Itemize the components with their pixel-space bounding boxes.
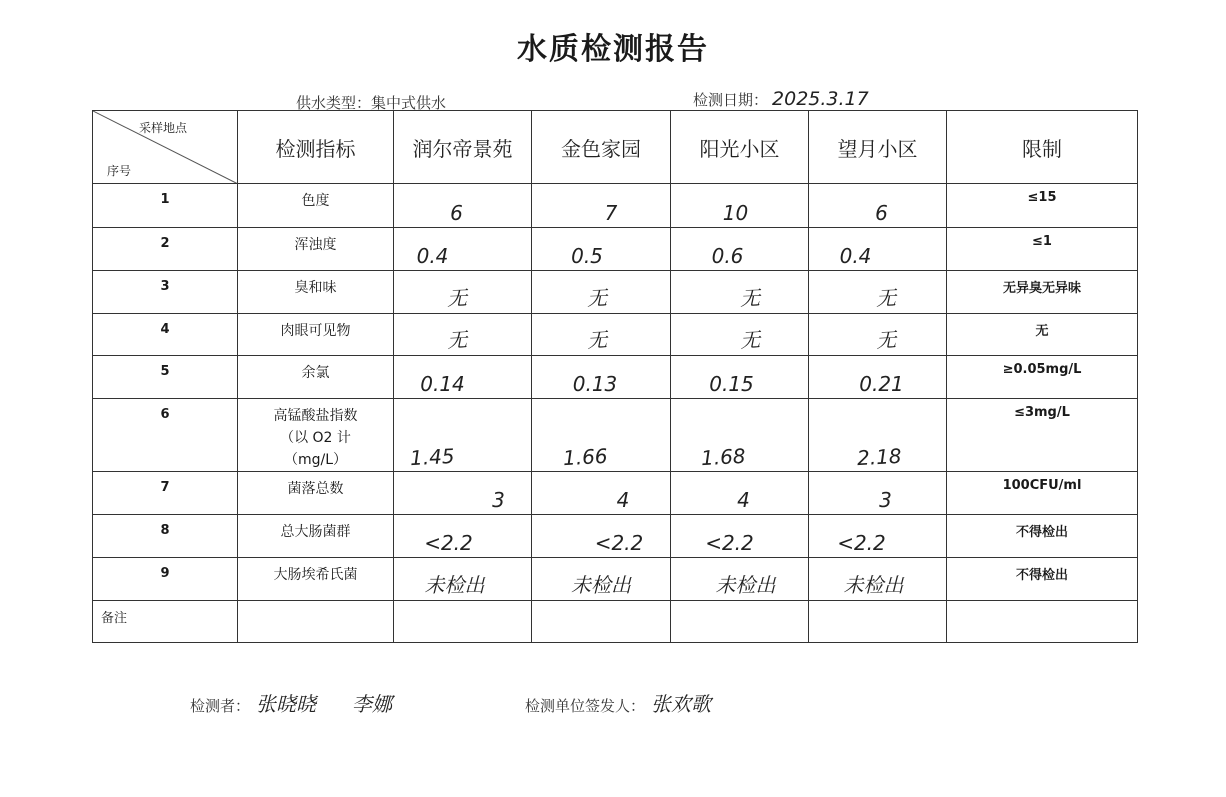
handwritten-value: 7 (604, 201, 618, 225)
site-value (532, 271, 671, 314)
indicator-name: 总大肠菌群 (280, 524, 351, 540)
row-seq: 1 (93, 184, 238, 228)
row-seq: 9 (93, 558, 238, 601)
handwritten-value: 6 (450, 201, 463, 225)
site-value (809, 399, 947, 472)
site-value (671, 271, 809, 314)
remark-cell (809, 601, 947, 643)
limit-value: 无异臭无异味 (947, 271, 1138, 314)
indicator-cell (238, 558, 394, 601)
row-seq: 5 (93, 356, 238, 399)
site-value (394, 399, 532, 472)
table-row (93, 314, 1138, 356)
table-row (93, 271, 1138, 314)
remark-label: 备注 (93, 601, 238, 643)
limit-value: 无 (947, 314, 1138, 356)
header-site-1: 润尔帝景苑 (394, 111, 532, 184)
table-row (93, 356, 1138, 399)
handwritten-value: 未检出 (715, 573, 776, 597)
table-row (93, 558, 1138, 601)
handwritten-value: 未检出 (843, 573, 904, 597)
header-limit: 限制 (947, 111, 1138, 184)
limit-value: ≤15 (947, 184, 1138, 228)
site-value (532, 515, 671, 558)
handwritten-value: 无 (586, 285, 608, 311)
indicator-line: （mg/L） (283, 452, 348, 468)
table-row (93, 472, 1138, 515)
site-value (809, 472, 947, 515)
issuer-name: 张欢歌 (651, 692, 712, 716)
handwritten-value: 0.5 (571, 244, 603, 268)
handwritten-value: 1.66 (562, 443, 608, 471)
handwritten-value: 未检出 (571, 573, 631, 597)
handwritten-value: 0.21 (859, 372, 904, 396)
site-value (394, 271, 532, 314)
site-value (394, 515, 532, 558)
limit-value: 100CFU/ml (947, 472, 1138, 515)
site-value (532, 558, 671, 601)
row-seq: 3 (93, 271, 238, 314)
table-row (93, 228, 1138, 271)
handwritten-value: 无 (446, 285, 467, 311)
indicator-line: 高锰酸盐指数 (273, 408, 358, 424)
site-value (671, 184, 809, 228)
testers-signature (190, 688, 392, 717)
site-value (809, 558, 947, 601)
handwritten-value: 2.18 (856, 443, 903, 471)
site-value (671, 314, 809, 356)
handwritten-value: 3 (492, 488, 505, 512)
handwritten-value: 4 (737, 488, 750, 512)
handwritten-value: 4 (616, 488, 630, 512)
handwritten-value: <2.2 (837, 531, 886, 555)
site-value (671, 472, 809, 515)
limit-value: ≤1 (947, 228, 1138, 271)
row-seq: 7 (93, 472, 238, 515)
indicator-cell (238, 228, 394, 271)
corner-cell (93, 111, 238, 184)
remark-cell (394, 601, 532, 643)
handwritten-value: 3 (879, 488, 892, 512)
handwritten-value: 0.6 (711, 244, 744, 268)
remark-cell (532, 601, 671, 643)
handwritten-value: <2.2 (594, 531, 644, 555)
testers-label: 检测者： (190, 697, 251, 715)
site-value (532, 399, 671, 472)
handwritten-value: 未检出 (424, 573, 485, 597)
indicator-name: 色度 (301, 193, 330, 209)
indicator-name: 臭和味 (294, 280, 337, 296)
limit-value: ≤3mg/L (947, 399, 1138, 472)
handwritten-value: 无 (738, 327, 761, 353)
remark-cell (238, 601, 394, 643)
remark-row (93, 601, 1138, 643)
row-seq: 6 (93, 399, 238, 472)
site-value (394, 228, 532, 271)
handwritten-value: 无 (739, 285, 760, 311)
indicator-cell (238, 314, 394, 356)
header-row (93, 111, 1138, 184)
header-site-2: 金色家园 (532, 111, 671, 184)
row-seq: 8 (93, 515, 238, 558)
indicator-name: 大肠埃希氏菌 (273, 567, 358, 583)
indicator-line: （以 O2 计 (280, 430, 351, 446)
site-value (671, 399, 809, 472)
corner-bottom-label: 序号 (107, 164, 132, 178)
site-value (532, 184, 671, 228)
handwritten-value: 1.68 (700, 443, 747, 471)
remark-cell (671, 601, 809, 643)
handwritten-value: <2.2 (424, 531, 473, 555)
handwritten-value: 0.4 (839, 244, 872, 268)
handwritten-value: 10 (722, 201, 749, 225)
site-value (809, 228, 947, 271)
indicator-cell (238, 356, 394, 399)
site-value (809, 515, 947, 558)
indicator-cell (238, 472, 394, 515)
site-value (394, 558, 532, 601)
test-date-value: 2025.3.17 (772, 88, 869, 110)
handwritten-value: <2.2 (705, 531, 754, 555)
site-value (809, 314, 947, 356)
water-quality-table (92, 110, 1138, 643)
site-value (532, 472, 671, 515)
handwritten-value: 无 (445, 327, 468, 353)
test-date-label: 检测日期： (693, 91, 769, 109)
handwritten-value: 0.4 (416, 244, 449, 268)
site-value (532, 356, 671, 399)
limit-value: 不得检出 (947, 558, 1138, 601)
corner-top-label: 采样地点 (138, 121, 187, 135)
indicator-name: 菌落总数 (287, 481, 344, 497)
header-site-3: 阳光小区 (671, 111, 809, 184)
handwritten-value: 1.45 (409, 443, 456, 471)
site-value (671, 558, 809, 601)
site-value (809, 184, 947, 228)
limit-value: ≥0.05mg/L (947, 356, 1138, 399)
tester-2-signature: 李娜 (352, 692, 393, 716)
issuer-label: 检测单位签发人： (525, 697, 646, 715)
handwritten-value: 0.13 (572, 372, 618, 396)
indicator-name: 余氯 (301, 365, 330, 381)
handwritten-value: 0.15 (709, 372, 754, 396)
header-site-4: 望月小区 (809, 111, 947, 184)
row-seq: 2 (93, 228, 238, 271)
site-value (671, 515, 809, 558)
indicator-cell (238, 399, 394, 472)
supply-type-value: 集中式供水 (371, 94, 447, 112)
indicator-name: 浑浊度 (294, 237, 337, 253)
row-seq: 4 (93, 314, 238, 356)
handwritten-value: 无 (586, 327, 608, 353)
indicator-cell (238, 184, 394, 228)
table-row (93, 515, 1138, 558)
remark-cell (947, 601, 1138, 643)
limit-value: 不得检出 (947, 515, 1138, 558)
site-value (394, 314, 532, 356)
site-value (394, 356, 532, 399)
table-row (93, 184, 1138, 228)
handwritten-value: 无 (875, 285, 896, 311)
table-row (93, 399, 1138, 472)
handwritten-value: 无 (874, 327, 897, 353)
header-indicator: 检测指标 (238, 111, 394, 184)
issuer-signature (525, 688, 711, 717)
site-value (532, 228, 671, 271)
indicator-cell (238, 271, 394, 314)
handwritten-value: 0.14 (420, 372, 465, 396)
supply-type-label: 供水类型： (296, 94, 372, 112)
site-value (671, 228, 809, 271)
tester-1-signature: 张晓晓 (256, 692, 317, 716)
site-value (394, 472, 532, 515)
site-value (809, 356, 947, 399)
test-date (693, 88, 869, 110)
indicator-cell (238, 515, 394, 558)
site-value (532, 314, 671, 356)
indicator-name: 肉眼可见物 (280, 323, 351, 339)
site-value (671, 356, 809, 399)
handwritten-value: 6 (875, 201, 888, 225)
site-value (394, 184, 532, 228)
report-title: 水质检测报告 (517, 32, 709, 67)
site-value (809, 271, 947, 314)
